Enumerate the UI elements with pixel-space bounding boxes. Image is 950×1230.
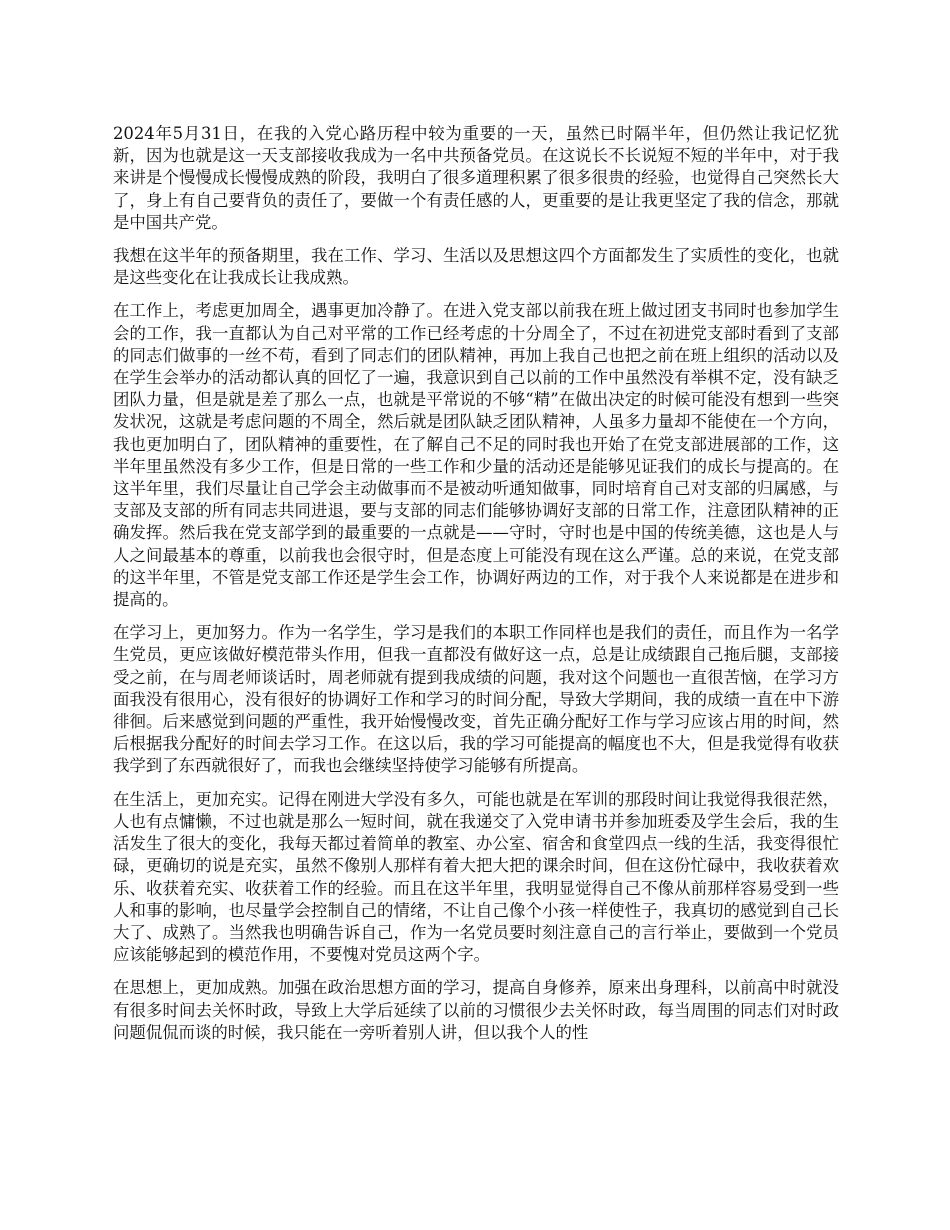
paragraph-work: 在工作上，考虑更加周全，遇事更加冷静了。在进入党支部以前我在班上做过团支书同时也参加学生会的工作，我一直都认为自己对平常的工作已经考虑的十分周全了，不过在初进党支部时看到了支部的同志们做事的一丝不苟，看到了同志们的团队精神，再加上我自己也把之前在班上组织的活动以及在学生会举办的活动都认真的回忆了一遍，我意识到自己以前的工作中虽然没有举棋不定，没有缺乏团队力量，但是就是差了那么一点，也就是平常说的不够“精”在做出决定的时候可能没有想到一些突发状况，这就是考虑问题的不周全，然后就是团队缺乏团队精神，人虽多力量却不能使在一个方向，我也更加明白了，团队精神的重要性，在了解自己不足的同时我也开始了在党支部进展部的工作，这半年里虽然没有多少工作，但是日常的一些工作和少量的活动还是能够见证我们的成长与提高的。在这半年里，我们尽量让自己学会主动做事而不是被动听通知做事，同时培育自己对支部的归属感，与支部及支部的所有同志共同进退，要与支部的同志们能够协调好支部的日常工作，注意团队精神的正确发挥。然后我在党支部学到的最重要的一点就是——守时，守时也是中国的传统美德，这也是人与人之间最基本的尊重，以前我也会很守时，但是态度上可能没有现在这么严谨。总的来说，在党支部的这半年里，不管是党支部工作还是学生会工作，协调好两边的工作，对于我个人来说都是在进步和提高的。 — [113, 301, 839, 610]
paragraph-date-intro: 2024年5月31日，在我的入党心路历程中较为重要的一天，虽然已时隔半年，但仍然让我记忆犹新，因为也就是这一天支部接收我成为一名中共预备党员。在这说长不长说短不短的半年中，对于我来讲是个慢慢成长慢慢成熟的阶段，我明白了很多道理积累了很多很贵的经验，也觉得自己突然长大了，身上有自己要背负的责任了，要做一个有责任感的人，更重要的是让我更坚定了我的信念，那就是中国共产党。 — [113, 124, 839, 232]
paragraph-study: 在学习上，更加努力。作为一名学生，学习是我们的本职工作同样也是我们的责任，而且作为一名学生党员，更应该做好模范带头作用，但我一直都没有做好这一点，总是让成绩跟自己拖后腿，支部接受之前，在与周老师谈话时，周老师就有提到我成绩的问题，我对这个问题也一直很苦恼，在学习方面我没有很用心，没有很好的协调好工作和学习的时间分配，导致大学期间，我的成绩一直在中下游徘徊。后来感觉到问题的严重性，我开始慢慢改变，首先正确分配好工作与学习应该占用的时间，然后根据我分配好的时间去学习工作。在这以后，我的学习可能提高的幅度也不大，但是我觉得有收获我学到了东西就很好了，而我也会继续坚持使学习能够有所提高。 — [113, 623, 839, 776]
paragraph-thought: 在思想上，更加成熟。加强在政治思想方面的学习，提高自身修养，原来出身理科，以前高中时就没有很多时间去关怀时政，导致上大学后延续了以前的习惯很少去关怀时政，每当周围的同志们对时政问题侃侃而谈的时候，我只能在一旁听着别人讲，但以我个人的性 — [113, 978, 839, 1042]
document-page — [113, 123, 839, 1055]
paragraph-probation-overview: 我想在这半年的预备期里，我在工作、学习、生活以及思想这四个方面都发生了实质性的变化，也就是这些变化在让我成长让我成熟。 — [113, 246, 839, 288]
paragraph-life: 在生活上，更加充实。记得在刚进大学没有多久，可能也就是在军训的那段时间让我觉得我很茫然，人也有点慵懒，不过也就是那么一短时间，就在我递交了入党申请书并参加班委及学生会后，我的生活发生了很大的变化，我每天都过着简单的教室、办公室、宿舍和食堂四点一线的生活，我变得很忙碌，更确切的说是充实，虽然不像别人那样有着大把大把的课余时间，但在这份忙碌中，我收获着欢乐、收获着充实、收获着工作的经验。而且在这半年里，我明显觉得自己不像从前那样容易受到一些人和事的影响，也尽量学会控制自己的情绪，不让自己像个小孩一样使性子，我真切的感觉到自己长大了、成熟了。当然我也明确告诉自己，作为一名党员要时刻注意自己的言行举止，要做到一个党员应该能够起到的模范作用，不要愧对党员这两个字。 — [113, 789, 839, 965]
